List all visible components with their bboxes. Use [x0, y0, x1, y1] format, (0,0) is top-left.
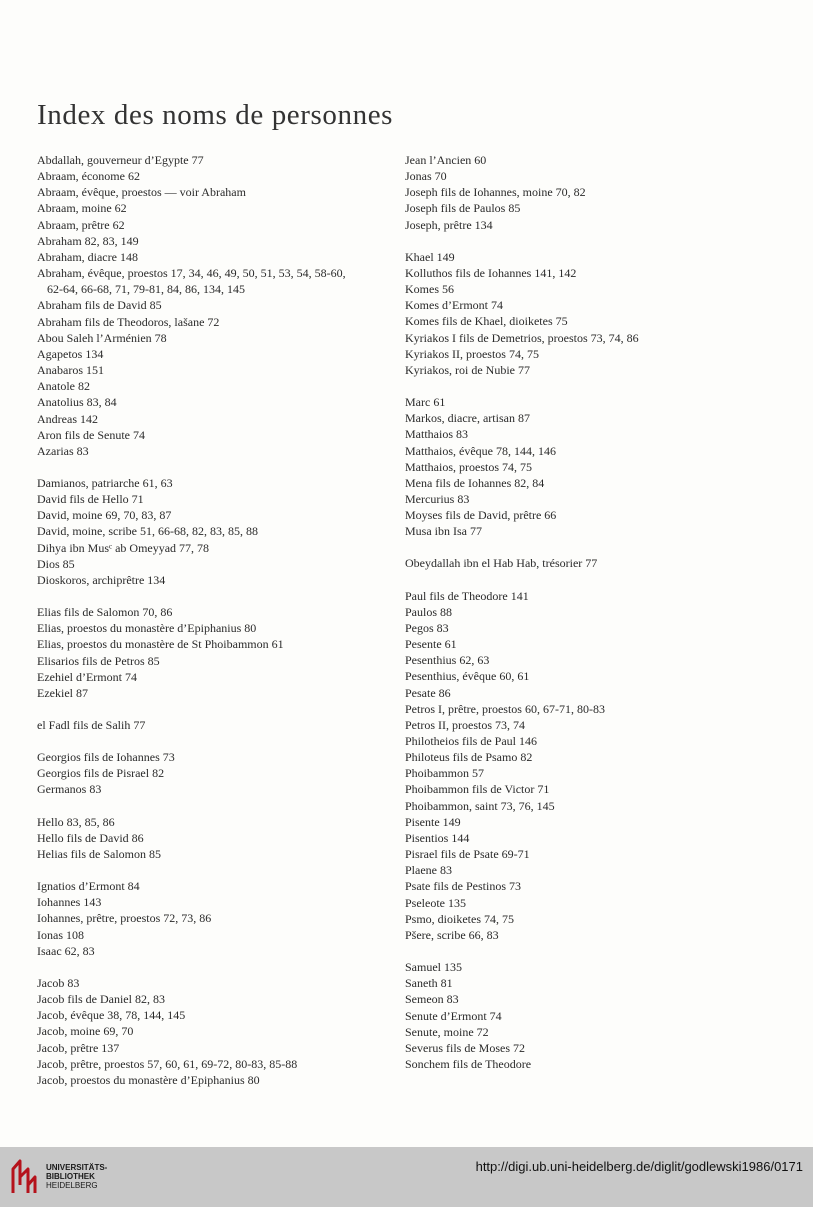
index-entry: Abou Saleh l’Arménien 78 [37, 330, 167, 345]
section-gap [37, 798, 402, 814]
index-entry: Severus fils de Moses 72 [405, 1040, 525, 1055]
index-column-left [37, 152, 402, 1088]
index-entry: Jacob, moine 69, 70 [37, 1024, 134, 1039]
section-gap [37, 733, 402, 749]
index-entry: Matthaios 83 [405, 427, 468, 442]
index-entry: Komes d’Ermont 74 [405, 298, 503, 313]
index-entry: Semeon 83 [405, 992, 459, 1007]
index-entry: Saneth 81 [405, 976, 453, 991]
section-gap [37, 701, 402, 717]
index-entry: Kyriakos, roi de Nubie 77 [405, 362, 530, 377]
index-entry: Ignatios d’Ermont 84 [37, 879, 140, 894]
index-entry: David, moine 69, 70, 83, 87 [37, 508, 172, 523]
index-entry: Dios 85 [37, 556, 75, 571]
library-name [46, 1163, 107, 1190]
index-entry: Jacob, prêtre 137 [37, 1040, 120, 1055]
index-entry: Phoibammon fils de Victor 71 [405, 782, 550, 797]
index-entry: Psate fils de Pestinos 73 [405, 879, 521, 894]
index-entry: Joseph, prêtre 134 [405, 217, 493, 232]
index-entry: Komes fils de Khael, dioiketes 75 [405, 314, 568, 329]
index-entry: Isaac 62, 83 [37, 943, 95, 958]
index-entry: Psmo, dioiketes 74, 75 [405, 911, 515, 926]
index-entry: Mena fils de Iohannes 82, 84 [405, 475, 545, 490]
library-name-line3: HEIDELBERG [46, 1181, 98, 1190]
section-gap [405, 943, 795, 959]
index-entry: Abraam, prêtre 62 [37, 217, 125, 232]
index-entry: Pesenthius 62, 63 [405, 653, 490, 668]
index-entry: Ezekiel 87 [37, 685, 88, 700]
index-entry: Marc 61 [405, 395, 446, 410]
index-entry: Kyriakos I fils de Demetrios, proestos 73, 74, 86 [405, 330, 639, 345]
index-entry: Anatolius 83, 84 [37, 395, 117, 410]
index-entry: Georgios fils de Iohannes 73 [37, 750, 175, 765]
index-entry: Pesente 61 [405, 637, 457, 652]
index-entry: Ezehiel d’Ermont 74 [37, 669, 137, 684]
index-entry: Abraham 82, 83, 149 [37, 233, 139, 248]
index-entry: Pesenthius, évêque 60, 61 [405, 669, 530, 684]
index-entry: Abdallah, gouverneur d’Egypte 77 [37, 153, 204, 167]
index-entry: Phoibammon 57 [405, 766, 485, 781]
index-entry: Kyriakos II, proestos 74, 75 [405, 346, 539, 361]
index-entry: Obeydallah ibn el Hab Hab, trésorier 77 [405, 556, 598, 571]
index-entry: Matthaios, évêque 78, 144, 146 [405, 443, 556, 458]
section-gap [405, 539, 795, 555]
index-entry: Jean l’Ancien 60 [405, 153, 487, 167]
permalink-url[interactable]: http://digi.ub.uni-heidelberg.de/diglit/godlewski1986/0171 [475, 1159, 803, 1174]
index-entry: Jacob, prêtre, proestos 57, 60, 61, 69-72, 80-83, 85-88 [37, 1056, 298, 1071]
index-entry: David, moine, scribe 51, 66-68, 82, 83, 85, 88 [37, 524, 258, 539]
index-entry: Jacob, proestos du monastère d’Epiphanius 80 [37, 1072, 260, 1087]
index-entry: Joseph fils de Iohannes, moine 70, 82 [405, 185, 586, 200]
index-entry: Mercurius 83 [405, 491, 470, 506]
index-entry: Hello fils de David 86 [37, 830, 144, 845]
library-name-line1: UNIVERSITÄTS- [46, 1163, 108, 1172]
index-entry: Jonas 70 [405, 169, 447, 184]
index-entry: Abraham fils de David 85 [37, 298, 162, 313]
library-name-line2: BIBLIOTHEK [46, 1172, 95, 1181]
index-entry: Sonchem fils de Theodore [405, 1056, 532, 1071]
index-entry: Anabaros 151 [37, 363, 104, 378]
index-entry: Paul fils de Theodore 141 [405, 588, 529, 603]
index-entry: Hello 83, 85, 86 [37, 814, 115, 829]
index-entry: Abraam, économe 62 [37, 169, 140, 184]
section-gap [37, 959, 402, 975]
index-entry: Elisarios fils de Petros 85 [37, 653, 160, 668]
section-gap [37, 588, 402, 604]
index-entry: Petros II, proestos 73, 74 [405, 717, 525, 732]
index-entry: David fils de Hello 71 [37, 492, 144, 507]
index-entry: Elias fils de Salomon 70, 86 [37, 605, 173, 620]
index-entry: Abraham, diacre 148 [37, 249, 138, 264]
index-entry: Markos, diacre, artisan 87 [405, 411, 530, 426]
section-gap [405, 572, 795, 588]
index-entry: Helias fils de Salomon 85 [37, 846, 161, 861]
index-entry: Abraam, moine 62 [37, 201, 127, 216]
index-entry: Iohannes 143 [37, 895, 102, 910]
index-entry: 62-64, 66-68, 71, 79-81, 84, 86, 134, 145 [47, 282, 245, 297]
index-entry: Paulos 88 [405, 604, 453, 619]
index-entry: Plaene 83 [405, 863, 452, 878]
index-entry: Aron fils de Senute 74 [37, 427, 145, 442]
section-gap [405, 233, 795, 249]
index-entry: Pisrael fils de Psate 69-71 [405, 847, 530, 862]
index-entry: Pegos 83 [405, 620, 449, 635]
index-entry: Jacob fils de Daniel 82, 83 [37, 992, 165, 1007]
index-entry: Phoibammon, saint 73, 76, 145 [405, 798, 555, 813]
index-entry: Komes 56 [405, 282, 454, 297]
index-entry: Pesate 86 [405, 685, 451, 700]
page-title: Index des noms de personnes [37, 99, 394, 132]
index-entry: Iohannes, prêtre, proestos 72, 73, 86 [37, 911, 212, 926]
index-entry: Moyses fils de David, prêtre 66 [405, 508, 557, 523]
index-entry: Pseleote 135 [405, 895, 466, 910]
index-entry: Agapetos 134 [37, 346, 104, 361]
index-entry: Petros I, prêtre, proestos 60, 67-71, 80-83 [405, 701, 605, 716]
index-entry: Damianos, patriarche 61, 63 [37, 475, 173, 490]
footer-bar [0, 1147, 813, 1207]
university-logo-icon [9, 1157, 39, 1195]
index-entry: Matthaios, proestos 74, 75 [405, 459, 532, 474]
index-entry: Pisente 149 [405, 814, 461, 829]
index-entry: Dihya ibn Musᶜ ab Omeyyad 77, 78 [37, 540, 210, 555]
index-entry: Elias, proestos du monastère de St Phoibammon 61 [37, 637, 284, 652]
index-entry: Abraam, évêque, proestos — voir Abraham [37, 185, 246, 200]
index-column-right [405, 152, 795, 1072]
index-entry: Jacob, évêque 38, 78, 144, 145 [37, 1008, 186, 1023]
index-entry: Musa ibn Isa 77 [405, 524, 482, 539]
index-entry: Dioskoros, archiprêtre 134 [37, 572, 166, 587]
index-entry: Philotheios fils de Paul 146 [405, 734, 537, 748]
section-gap [37, 862, 402, 878]
index-entry: el Fadl fils de Salih 77 [37, 718, 146, 732]
index-entry: Andreas 142 [37, 411, 98, 426]
index-entry: Anatole 82 [37, 379, 90, 394]
index-entry: Ionas 108 [37, 927, 84, 942]
section-gap [37, 459, 402, 475]
index-entry: Pisentios 144 [405, 830, 470, 845]
index-entry: Senute d’Ermont 74 [405, 1008, 502, 1023]
index-entry: Abraham, évêque, proestos 17, 34, 46, 49, 50, 51, 53, 54, 58-60, [37, 266, 346, 281]
index-entry: Elias, proestos du monastère d’Epiphanius 80 [37, 621, 257, 636]
index-entry: Samuel 135 [405, 960, 462, 975]
index-entry: Pšere, scribe 66, 83 [405, 927, 499, 942]
index-entry: Kolluthos fils de Iohannes 141, 142 [405, 265, 577, 280]
index-entry: Georgios fils de Pisrael 82 [37, 766, 165, 781]
index-entry: Philoteus fils de Psamo 82 [405, 750, 533, 765]
section-gap [405, 378, 795, 394]
index-entry: Germanos 83 [37, 782, 102, 797]
index-entry: Azarias 83 [37, 443, 89, 458]
index-entry: Senute, moine 72 [405, 1024, 489, 1039]
index-entry: Jacob 83 [37, 975, 80, 990]
index-entry: Khael 149 [405, 249, 455, 264]
index-entry: Joseph fils de Paulos 85 [405, 201, 521, 216]
index-entry: Abraham fils de Theodoros, lašane 72 [37, 314, 220, 329]
